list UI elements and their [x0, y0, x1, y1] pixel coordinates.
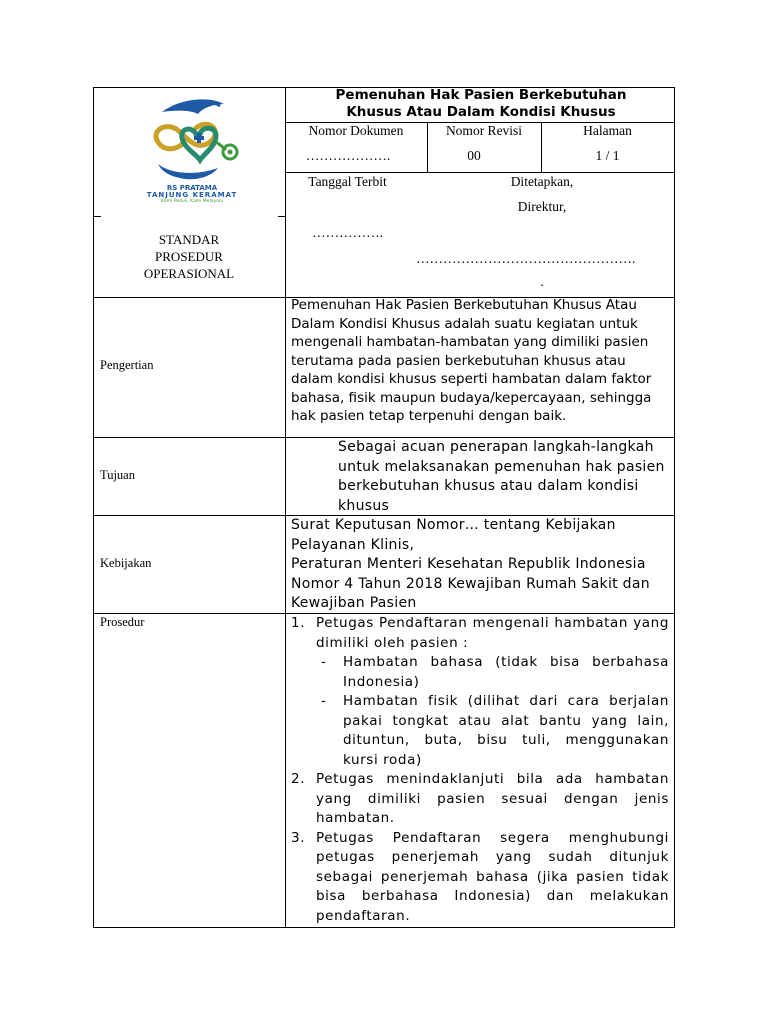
list-item-number: 2.: [291, 771, 306, 787]
sop-label: [93, 231, 285, 282]
nomor-dokumen-value: ……………….: [305, 148, 391, 163]
list-subitem: [291, 653, 669, 692]
sop-label-line3: OPERASIONAL: [143, 266, 235, 281]
document-title: [287, 87, 675, 121]
nomor-revisi-label: Nomor Revisi: [445, 123, 523, 138]
sop-label-line2: PROSEDUR: [155, 249, 223, 264]
list-subitem-dash: -: [321, 654, 327, 670]
signature-dot-end: .: [540, 274, 544, 289]
hospital-logo: [100, 90, 284, 218]
halaman-label: Halaman: [583, 123, 632, 138]
logo-tagline: Kami Peduli, Kami Melayani: [161, 199, 223, 204]
list-subitem-text: Hambatan fisik (dilihat dari cara berjalan pakai tongkat atau alat bantu yang lain, dituntun, buta, bisu tuli, menggunakan kursi roda): [343, 693, 669, 768]
tujuan-text: Sebagai acuan penerapan langkah-langkah untuk melaksanakan pemenuhan hak pasien berkebutuhan khusus atau dalam kondisi khusus: [338, 439, 665, 514]
list-subitem: [291, 692, 669, 770]
ditetapkan-text: Ditetapkan,: [510, 174, 574, 189]
title-line2: Khusus Atau Dalam Kondisi Khusus: [346, 104, 616, 120]
tujuan-label: Tujuan: [100, 468, 135, 482]
title-line1: Pemenuhan Hak Pasien Berkebutuhan: [335, 87, 627, 103]
nomor-dokumen-label: Nomor Dokumen: [308, 123, 404, 138]
kebijakan-label: Kebijakan: [100, 556, 152, 570]
prosedur-list: [291, 614, 669, 926]
list-item: [291, 770, 669, 829]
halaman-value: 1 / 1: [595, 148, 620, 163]
list-item-text: Petugas menindaklanjuti bila ada hambatan yang dimiliki pasien sesuai dengan jenis hambatan.: [316, 771, 669, 826]
list-item-text: Petugas Pendaftaran segera menghubungi petugas penerjemah yang sudah ditunjuk sebagai penerjemah bahasa (jika pasien tidak bisa berbahasa Indonesia) dan melakukan pendaftaran.: [316, 829, 669, 924]
nomor-revisi-value: 00: [467, 148, 481, 163]
sop-label-line1: STANDAR: [158, 232, 220, 247]
list-item: [291, 614, 669, 653]
signature-line: ………………………………………….: [416, 251, 636, 266]
logo-name-line2: TANJUNG KERAMAT: [146, 191, 238, 199]
logo-name-line1: RS PRATAMA: [166, 184, 218, 192]
pengertian-text: Pemenuhan Hak Pasien Berkebutuhan Khusus Atau Dalam Kondisi Khusus adalah suatu kegiatan untuk mengenali hambatan-hambatan yang dimiliki pasien terutama pada pasien berkebutuhan khusus atau dalam kondisi khusus seperti hambatan dalam faktor bahasa, fisik maupun budaya/kepercayaan, sehingga hak pasien tetap terpenuhi dengan baik.: [291, 297, 652, 424]
kebijakan-text: [291, 516, 669, 614]
list-item-number: 3.: [291, 829, 306, 846]
tanggal-terbit-label: Tanggal Terbit: [308, 174, 387, 189]
list-item-text: Petugas Pendaftaran mengenali hambatan yang dimiliki oleh pasien :: [316, 615, 669, 651]
prosedur-label: Prosedur: [100, 615, 145, 629]
kebijakan-line2: Peraturan Menteri Kesehatan Republik Indonesia Nomor 4 Tahun 2018 Kewajiban Rumah Sakit dan Kewajiban Pasien: [291, 556, 650, 611]
list-subitem-dash: -: [321, 693, 327, 709]
tanggal-terbit-value: …………….: [312, 225, 383, 240]
kebijakan-line1: Surat Keputusan Nomor… tentang Kebijakan Pelayanan Klinis,: [291, 517, 616, 553]
direktur-text: Direktur,: [517, 199, 567, 214]
list-item-number: 1.: [291, 615, 306, 631]
list-subitem-text: Hambatan bahasa (tidak bisa berbahasa Indonesia): [343, 654, 669, 690]
list-item: [291, 829, 669, 927]
pengertian-label: Pengertian: [100, 358, 154, 372]
